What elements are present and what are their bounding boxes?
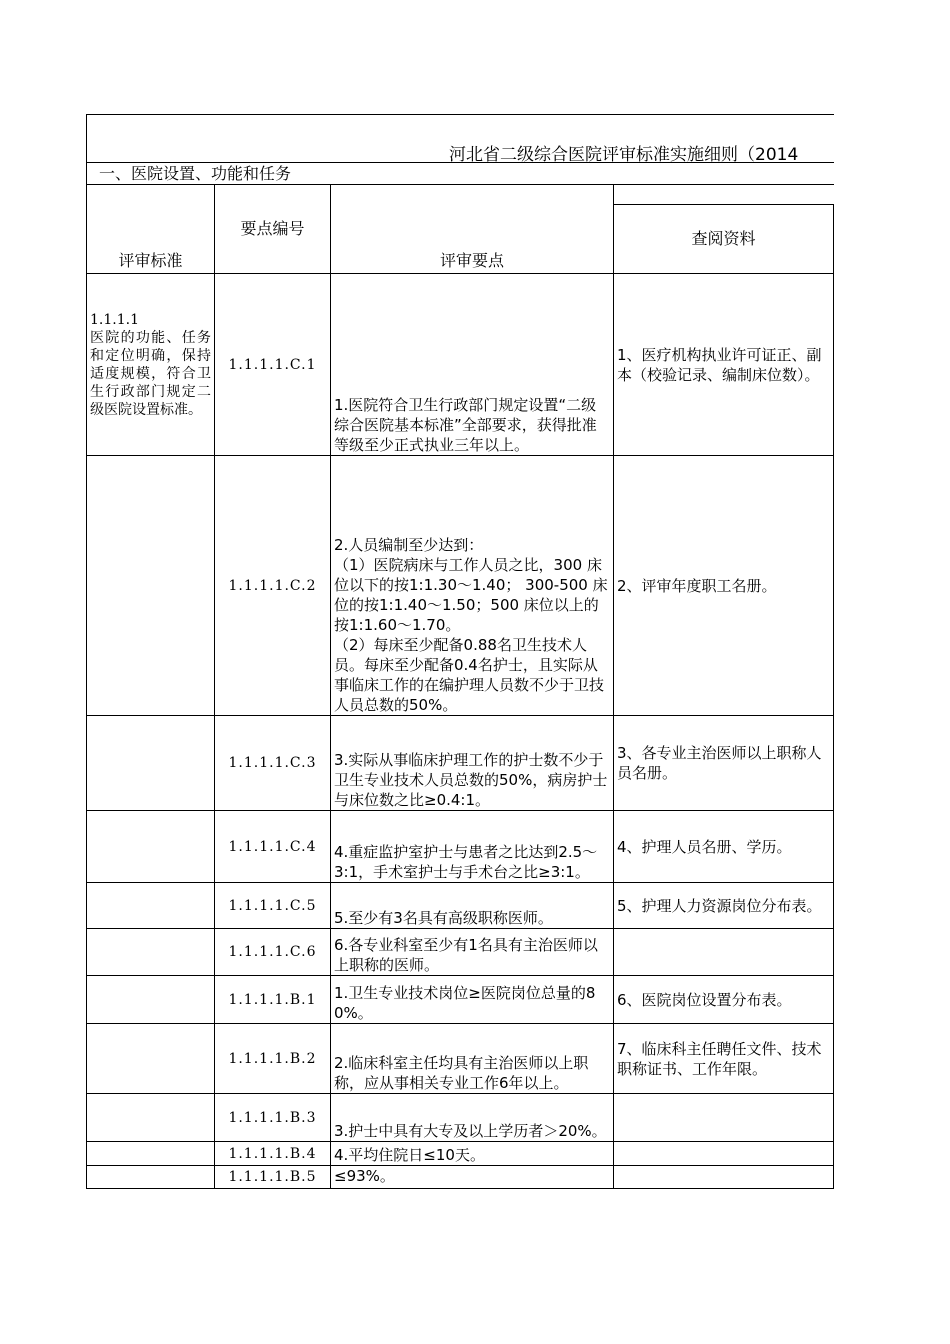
- cell-doc: [614, 929, 834, 976]
- cell-standard: [87, 1142, 215, 1166]
- header-code: 要点编号: [215, 185, 331, 274]
- cell-point: 6.各专业科室至少有1名具有主治医师以上职称的医师。: [331, 929, 614, 976]
- cell-code: 1.1.1.1.C.5: [215, 883, 331, 929]
- cell-code: 1.1.1.1.C.4: [215, 811, 331, 883]
- header-points: 评审要点: [331, 185, 614, 274]
- table-row: [87, 883, 834, 929]
- cell-point: 2.临床科室主任均具有主治医师以上职称，应从事相关专业工作6年以上。: [331, 1024, 614, 1094]
- cell-doc: [614, 1142, 834, 1166]
- header-review-docs: 查阅资料: [614, 205, 834, 274]
- cell-standard: [87, 1094, 215, 1142]
- table-row: [87, 1094, 834, 1142]
- cell-doc: [614, 1094, 834, 1142]
- cell-code: 1.1.1.1.C.3: [215, 716, 331, 811]
- table-row: [87, 1166, 834, 1189]
- cell-standard: [87, 716, 215, 811]
- cell-point: 1.医院符合卫生行政部门规定设置“二级综合医院基本标准”全部要求，获得批准等级至少正式执业三年以上。: [331, 274, 614, 456]
- cell-point: 3.实际从事临床护理工作的护士数不少于卫生专业技术人员总数的50%，病房护士与床位数之比≥0.4:1。: [331, 716, 614, 811]
- cell-point: 5.至少有3名具有高级职称医师。: [331, 883, 614, 929]
- header-blank-cell: [614, 185, 834, 205]
- table-row: [87, 456, 834, 716]
- cell-standard: [87, 883, 215, 929]
- cell-code: 1.1.1.1.B.1: [215, 976, 331, 1024]
- table-row: [87, 1024, 834, 1094]
- cell-point: ≤93%。: [331, 1166, 614, 1189]
- cell-doc: 3、各专业主治医师以上职称人员名册。: [614, 716, 834, 811]
- cell-standard: [87, 976, 215, 1024]
- review-standards-table: [86, 184, 834, 1189]
- cell-doc: 7、临床科主任聘任文件、技术职称证书、工作年限。: [614, 1024, 834, 1094]
- cell-standard: [87, 456, 215, 716]
- cell-doc: 2、评审年度职工名册。: [614, 456, 834, 716]
- cell-point: 1.卫生专业技术岗位≥医院岗位总量的80%。: [331, 976, 614, 1024]
- section-heading: 一、医院设置、功能和任务: [86, 162, 834, 184]
- table-row: [87, 716, 834, 811]
- cell-standard: [87, 1024, 215, 1094]
- document-title: 河北省二级综合医院评审标准实施细则（2014: [449, 145, 799, 162]
- cell-code: 1.1.1.1.B.3: [215, 1094, 331, 1142]
- cell-doc: 4、护理人员名册、学历。: [614, 811, 834, 883]
- cell-point: 4.平均住院日≤10天。: [331, 1142, 614, 1166]
- cell-code: 1.1.1.1.C.2: [215, 456, 331, 716]
- cell-doc: [614, 1166, 834, 1189]
- document-title-cell: [86, 114, 834, 162]
- cell-standard: [87, 929, 215, 976]
- table-row: [87, 274, 834, 456]
- cell-code: 1.1.1.1.B.5: [215, 1166, 331, 1189]
- cell-point: 4.重症监护室护士与患者之比达到2.5～3:1，手术室护士与手术台之比≥3:1。: [331, 811, 614, 883]
- cell-standard: [87, 1166, 215, 1189]
- cell-doc: 6、医院岗位设置分布表。: [614, 976, 834, 1024]
- table-row: [87, 976, 834, 1024]
- cell-code: 1.1.1.1.B.4: [215, 1142, 331, 1166]
- cell-point: 2.人员编制至少达到： （1）医院病床与工作人员之比，300 床位以下的按1:1.30～1.40； 300-500 床位的按1:1.40～1.50；500 床位以上的按1:1.60～1.70。 （2）每床至少配备0.88名卫生技术人员。每床至少配备0.4名护士，且实际从事临床工作的在编护理人员数不少于卫技人员总数的50%。: [331, 456, 614, 716]
- cell-doc: 1、医疗机构执业许可证正、副本（校验记录、编制床位数）。: [614, 274, 834, 456]
- cell-standard: [87, 811, 215, 883]
- table-row: [87, 929, 834, 976]
- cell-standard: 1.1.1.1 医院的功能、任务和定位明确，保持适度规模，符合卫生行政部门规定二级医院设置标准。: [87, 274, 215, 456]
- cell-doc: 5、护理人力资源岗位分布表。: [614, 883, 834, 929]
- table-row: [87, 811, 834, 883]
- cell-code: 1.1.1.1.C.6: [215, 929, 331, 976]
- table-row: [87, 1142, 834, 1166]
- cell-point: 3.护士中具有大专及以上学历者＞20%。: [331, 1094, 614, 1142]
- header-standard: 评审标准: [87, 185, 215, 274]
- cell-code: 1.1.1.1.B.2: [215, 1024, 331, 1094]
- cell-code: 1.1.1.1.C.1: [215, 274, 331, 456]
